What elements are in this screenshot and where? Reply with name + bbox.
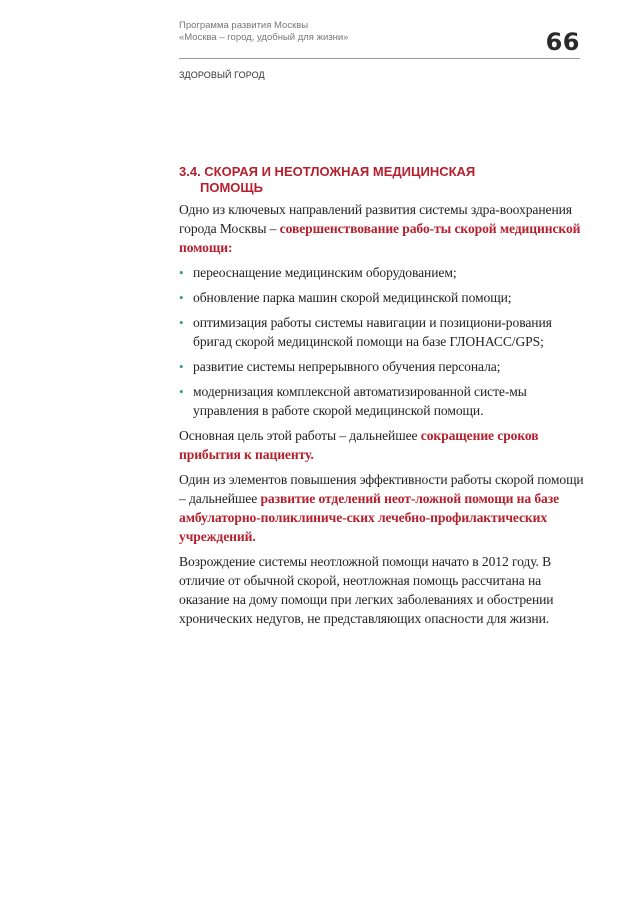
bullet-icon: • [179,384,184,399]
list-item [179,357,584,376]
list-item [179,288,584,307]
main-content [179,164,584,634]
intro-text: Одно из ключевых направлений развития системы здра-воохранения города Москвы – [179,202,572,236]
efficiency-emphasis: развитие отделений неот-ложной помощи на базе амбулаторно-поликлиниче-ских лечебно-профилактических учреждений. [179,491,560,544]
bullet-icon: • [179,265,184,280]
revival-paragraph: Возрождение системы неотложной помощи начато в 2012 году. В отличие от обычной скорой, неотложная помощь рассчитана на оказание на дому помощи при легких заболеваниях и обострении хронических недугов, не представляющих опасности для жизни. [179,554,554,626]
bullet-icon: • [179,359,184,374]
list-item-text: обновление парка машин скорой медицинской помощи; [193,290,512,305]
list-item-text: переоснащение медицинским оборудованием; [193,265,457,280]
list-item-text: модернизация комплексной автоматизированной систе-мы управления в работе скорой медицинской помощи. [193,384,527,418]
list-item [179,313,584,351]
bullet-icon: • [179,290,184,305]
intro-emphasis: совершенствование рабо-ты скорой медицинской помощи: [179,221,581,255]
list-item [179,382,584,420]
bullet-icon: • [179,315,184,330]
section-heading [179,164,584,196]
section-label: ЗДОРОВЫЙ ГОРОД [179,70,265,80]
goal-paragraph [179,426,584,464]
heading-line-2: ПОМОЩЬ [200,180,263,195]
goal-emphasis: сокращение сроков прибытия к пациенту. [179,428,539,462]
goal-text: Основная цель этой работы – дальнейшее [179,428,421,443]
efficiency-text: Один из элементов повышения эффективности работы скорой помощи – дальнейшее [179,472,584,506]
list-item [179,263,584,282]
program-subtitle: «Москва – город, удобный для жизни» [179,32,349,43]
header-divider [179,58,580,59]
intro-paragraph [179,200,584,257]
page-header [179,20,580,56]
list-item-text: развитие системы непрерывного обучения персонала; [193,359,501,374]
list-item-text: оптимизация работы системы навигации и позициони-рования бригад скорой медицинской помощи на базе ГЛОНАСС/GPS; [193,315,552,349]
heading-line-1: 3.4. СКОРАЯ И НЕОТЛОЖНАЯ МЕДИЦИНСКАЯ [179,164,476,179]
page-number: 66 [545,28,580,56]
efficiency-paragraph [179,470,584,546]
program-title: Программа развития Москвы [179,20,309,31]
bullet-list [179,263,584,420]
